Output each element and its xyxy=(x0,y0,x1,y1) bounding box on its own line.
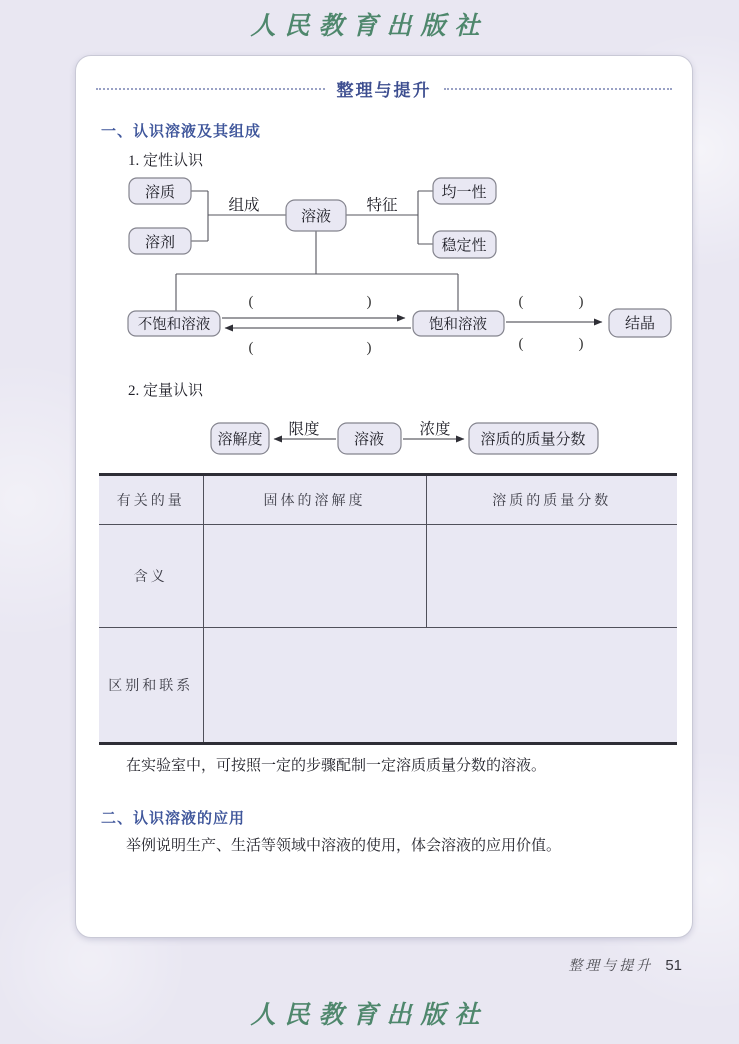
section1-heading: 一、认识溶液及其组成 xyxy=(101,123,262,140)
node-solvent-label: 溶剂 xyxy=(144,235,176,251)
card-header xyxy=(96,76,672,101)
node-mass-fraction-label: 溶质的质量分数 xyxy=(480,432,586,448)
page-title: 整理与提升 xyxy=(336,81,432,100)
section1-note: 在实验室中，可按照一定的步骤配制一定溶质质量分数的溶液。 xyxy=(126,758,547,774)
section1-item2: 2. 定量认识 xyxy=(128,383,204,399)
node-homogeneity-label: 均一性 xyxy=(441,185,487,201)
edge-composition-label: 组成 xyxy=(228,197,260,214)
node-solubility-label: 溶解度 xyxy=(217,432,263,448)
quantitative-diagram xyxy=(181,401,621,463)
blank-close-top: ) xyxy=(366,294,372,310)
section1-item1: 1. 定性认识 xyxy=(128,153,204,169)
section2-heading: 二、认识溶液的应用 xyxy=(101,810,246,827)
edge-concentration-label: 浓度 xyxy=(419,421,451,438)
node-stability-label: 稳定性 xyxy=(441,238,487,254)
comparison-table xyxy=(99,473,677,745)
dotted-divider-left xyxy=(96,88,325,90)
table-cell-meaning-solubility xyxy=(203,525,426,628)
blank-close-crystal-bottom: ) xyxy=(578,336,584,352)
table-row-difference xyxy=(99,628,677,744)
dotted-divider-right xyxy=(444,88,673,90)
blank-open-crystal-bottom: ( xyxy=(518,336,524,352)
table-row-meaning xyxy=(99,525,677,628)
table-header-quantities: 有关的量 xyxy=(99,475,203,525)
table-label-difference: 区别和联系 xyxy=(99,628,203,744)
blank-open-top: ( xyxy=(248,294,254,310)
publisher-logo-top: 人民教育出版社 xyxy=(250,11,489,40)
blank-open-crystal-top: ( xyxy=(518,294,524,310)
node-crystallization-label: 结晶 xyxy=(624,316,656,332)
blank-close-bottom: ) xyxy=(366,340,372,356)
tree-line xyxy=(176,231,458,311)
table-cell-meaning-fraction xyxy=(426,525,677,628)
node-unsaturated-label: 不饱和溶液 xyxy=(137,317,211,333)
table-label-meaning: 含义 xyxy=(99,525,203,628)
edge-limit-label: 限度 xyxy=(288,421,320,438)
node-saturated-label: 饱和溶液 xyxy=(429,317,487,333)
blank-close-crystal-top: ) xyxy=(578,294,584,310)
table-header-solubility: 固体的溶解度 xyxy=(203,475,426,525)
blank-open-bottom: ( xyxy=(248,340,254,356)
section2-body: 举例说明生产、生活等领域中溶液的使用，体会溶液的应用价值。 xyxy=(126,838,562,854)
node-solution-label: 溶液 xyxy=(300,209,332,225)
publisher-logo-bottom: 人民教育出版社 xyxy=(250,1000,489,1029)
node-solution2-label: 溶液 xyxy=(353,432,385,448)
table-header-mass-fraction: 溶质的质量分数 xyxy=(426,475,677,525)
edge-feature-label: 特征 xyxy=(366,197,398,214)
table-cell-difference xyxy=(203,628,677,744)
footer-section-name: 整理与提升 xyxy=(568,958,654,974)
page-footer xyxy=(568,955,682,975)
footer-page-number: 51 xyxy=(665,957,682,974)
content-card xyxy=(75,55,693,938)
node-solute-label: 溶质 xyxy=(144,185,176,201)
qualitative-diagram xyxy=(96,166,686,361)
table-header-row xyxy=(99,475,677,525)
